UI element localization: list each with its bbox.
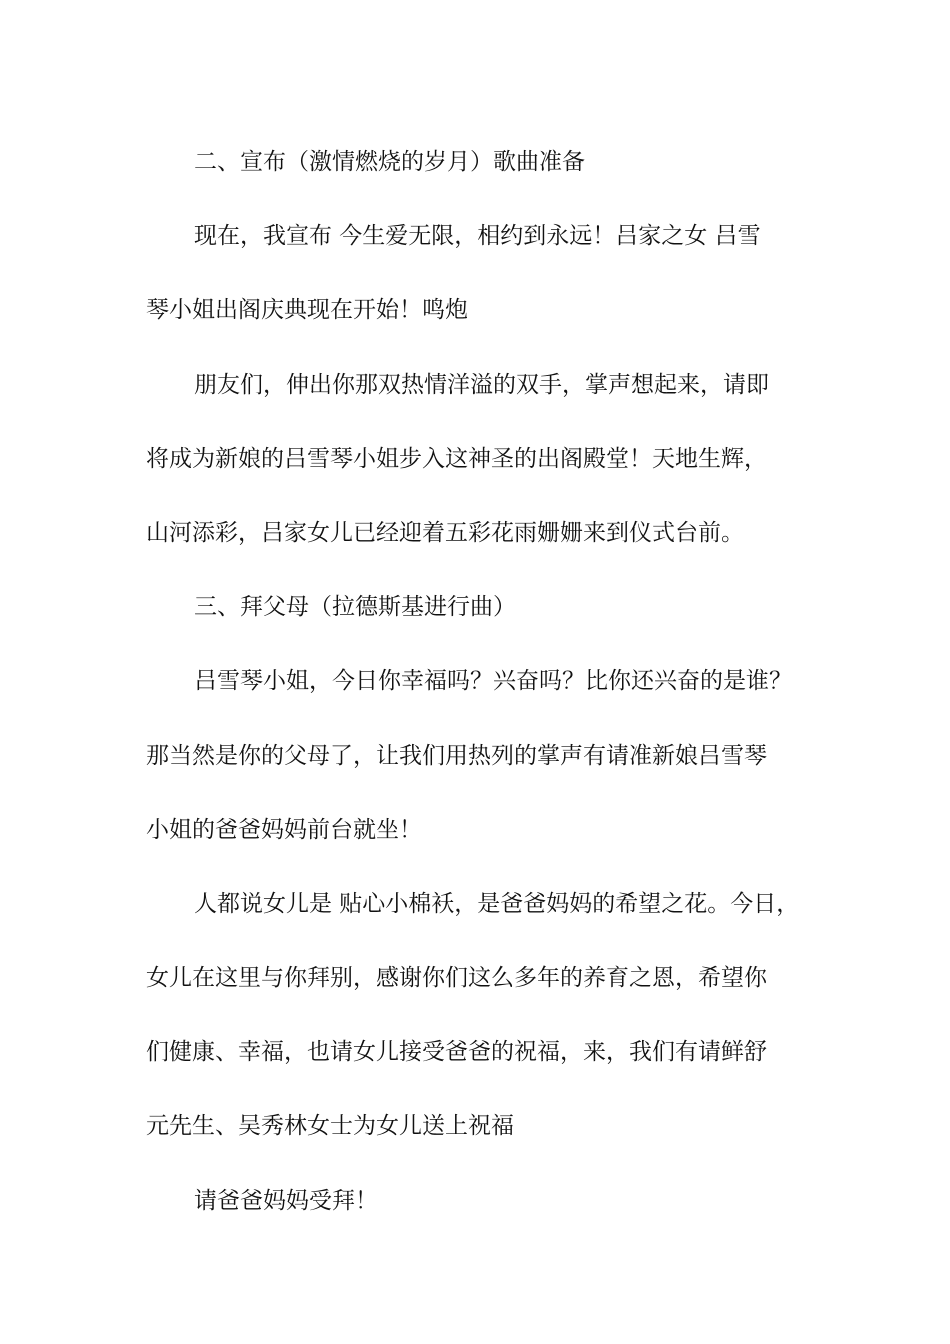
- paragraph-line: 女儿在这里与你拜别，感谢你们这么多年的养育之恩，希望你: [146, 965, 767, 992]
- paragraph-line: 山河添彩，吕家女儿已经迎着五彩花雨姗姗来到仪式台前。: [146, 519, 744, 546]
- paragraph-line: 将成为新娘的吕雪琴小姐步入这神圣的出阁殿堂！天地生辉，: [146, 445, 767, 472]
- paragraph-line: 吕雪琴小姐，今日你幸福吗？兴奋吗？比你还兴奋的是谁？: [194, 668, 792, 695]
- paragraph-line: 小姐的爸爸妈妈前台就坐！: [146, 816, 422, 843]
- paragraph-line: 朋友们，伸出你那双热情洋溢的双手，掌声想起来，请即: [194, 371, 769, 398]
- document-body: [146, 125, 818, 1238]
- paragraph-line: 元先生、吴秀林女士为女儿送上祝福: [146, 1113, 514, 1140]
- paragraph-line: 琴小姐出阁庆典现在开始！鸣炮: [146, 297, 468, 324]
- paragraph-line: 人都说女儿是 贴心小棉袄，是爸爸妈妈的希望之花。今日，: [194, 890, 800, 917]
- paragraph-line: 现在，我宣布 今生爱无限，相约到永远！吕家之女 吕雪: [194, 223, 761, 250]
- paragraph-line: 们健康、幸福，也请女儿接受爸爸的祝福，来，我们有请鲜舒: [146, 1039, 767, 1066]
- paragraph-line: 那当然是你的父母了，让我们用热列的掌声有请准新娘吕雪琴: [146, 742, 767, 769]
- paragraph-line: 请爸爸妈妈受拜！: [194, 1187, 378, 1214]
- section-heading: 三、拜父母（拉德斯基进行曲）: [194, 594, 516, 621]
- section-heading: 二、宣布（激情燃烧的岁月）歌曲准备: [194, 149, 585, 175]
